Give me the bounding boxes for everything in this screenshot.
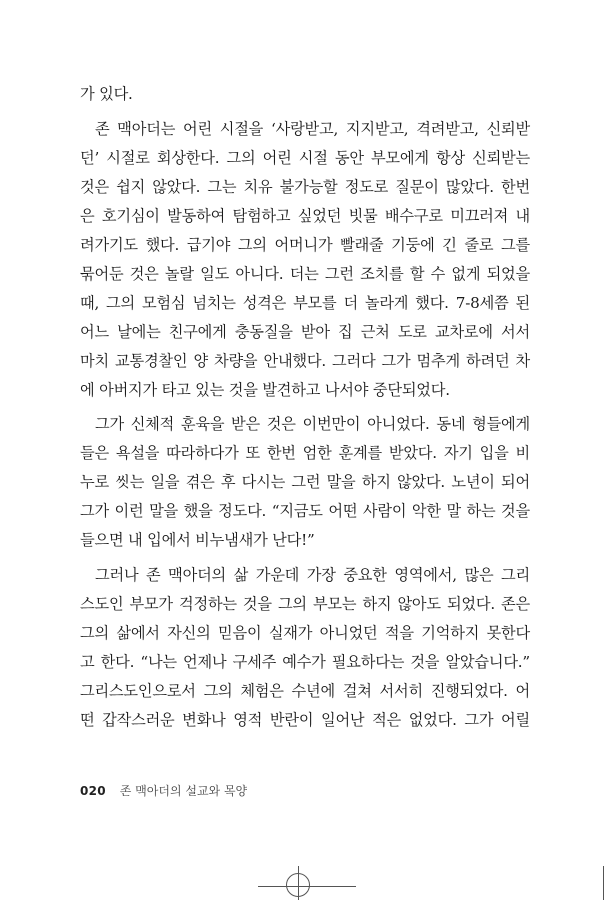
crop-mark-line — [298, 866, 299, 900]
text-line: 것은 쉽지 않았다. 그는 치유 불가능할 정도로 질문이 많았다. 한번 — [80, 178, 530, 196]
text-line: 어느 날에는 친구에게 충동질을 받아 집 근처 도로 교차로에 서서 — [80, 323, 530, 341]
text-line: 스도인 부모가 걱정하는 것을 그의 부모는 하지 않아도 되었다. 존은 — [80, 595, 530, 613]
text-line: 그가 신체적 훈육을 받은 것은 이번만이 아니었다. 동네 형들에게 — [95, 415, 530, 433]
text-line: 묶어둔 것은 놀랄 일도 아니다. 더는 그런 조치를 할 수 없게 되었을 — [80, 265, 530, 283]
text-line: 마치 교통경찰인 양 차량을 안내했다. 그러다 그가 멈추게 하려던 차 — [80, 352, 530, 370]
text-line: 고 한다. “나는 언제나 구세주 예수가 필요하다는 것을 알았습니다.” — [80, 653, 530, 671]
text-line: 그의 삶에서 자신의 믿음이 실재가 아니었던 적을 기억하지 못한다 — [80, 624, 530, 642]
trim-mark — [603, 866, 604, 900]
text-line: 던’ 시절로 회상한다. 그의 어린 시절 동안 부모에게 항상 신뢰받는 — [80, 149, 530, 167]
text-line: 에 아버지가 타고 있는 것을 발견하고 나서야 중단되었다. — [80, 381, 450, 399]
page-footer — [80, 782, 247, 799]
text-line: 존 맥아더는 어린 시절을 ‘사랑받고, 지지받고, 격려받고, 신뢰받 — [95, 120, 530, 138]
text-line: 가 있다. — [80, 85, 133, 103]
page-number: 020 — [80, 784, 106, 798]
text-line: 들으면 내 입에서 비누냄새가 난다!” — [80, 531, 315, 549]
running-title: 존 맥아더의 설교와 목양 — [119, 784, 248, 798]
text-line: 들은 욕설을 따라하다가 또 한번 엄한 훈계를 받았다. 자기 입을 비 — [80, 444, 530, 462]
text-line: 려가기도 했다. 급기야 그의 어머니가 빨래줄 기둥에 긴 줄로 그를 — [80, 236, 530, 254]
text-line: 누로 씻는 일을 겪은 후 다시는 그런 말을 하지 않았다. 노년이 되어 — [80, 473, 530, 491]
text-line: 때, 그의 모험심 넘치는 성격은 부모를 더 놀라게 했다. 7-8세쯤 된 — [80, 294, 530, 312]
text-line: 그가 이런 말을 했을 정도다. “지금도 어떤 사람이 악한 말 하는 것을 — [80, 502, 530, 520]
text-line: 은 호기심이 발동하여 탐험하고 싶었던 빗물 배수구로 미끄러져 내 — [80, 207, 530, 225]
text-line: 그러나 존 맥아더의 삶 가운데 가장 중요한 영역에서, 많은 그리 — [95, 566, 530, 584]
text-line: 떤 갑작스러운 변화나 영적 반란이 일어난 적은 없었다. 그가 어릴 — [80, 711, 530, 729]
text-line: 그리스도인으로서 그의 체험은 수년에 걸쳐 서서히 진행되었다. 어 — [80, 682, 530, 700]
